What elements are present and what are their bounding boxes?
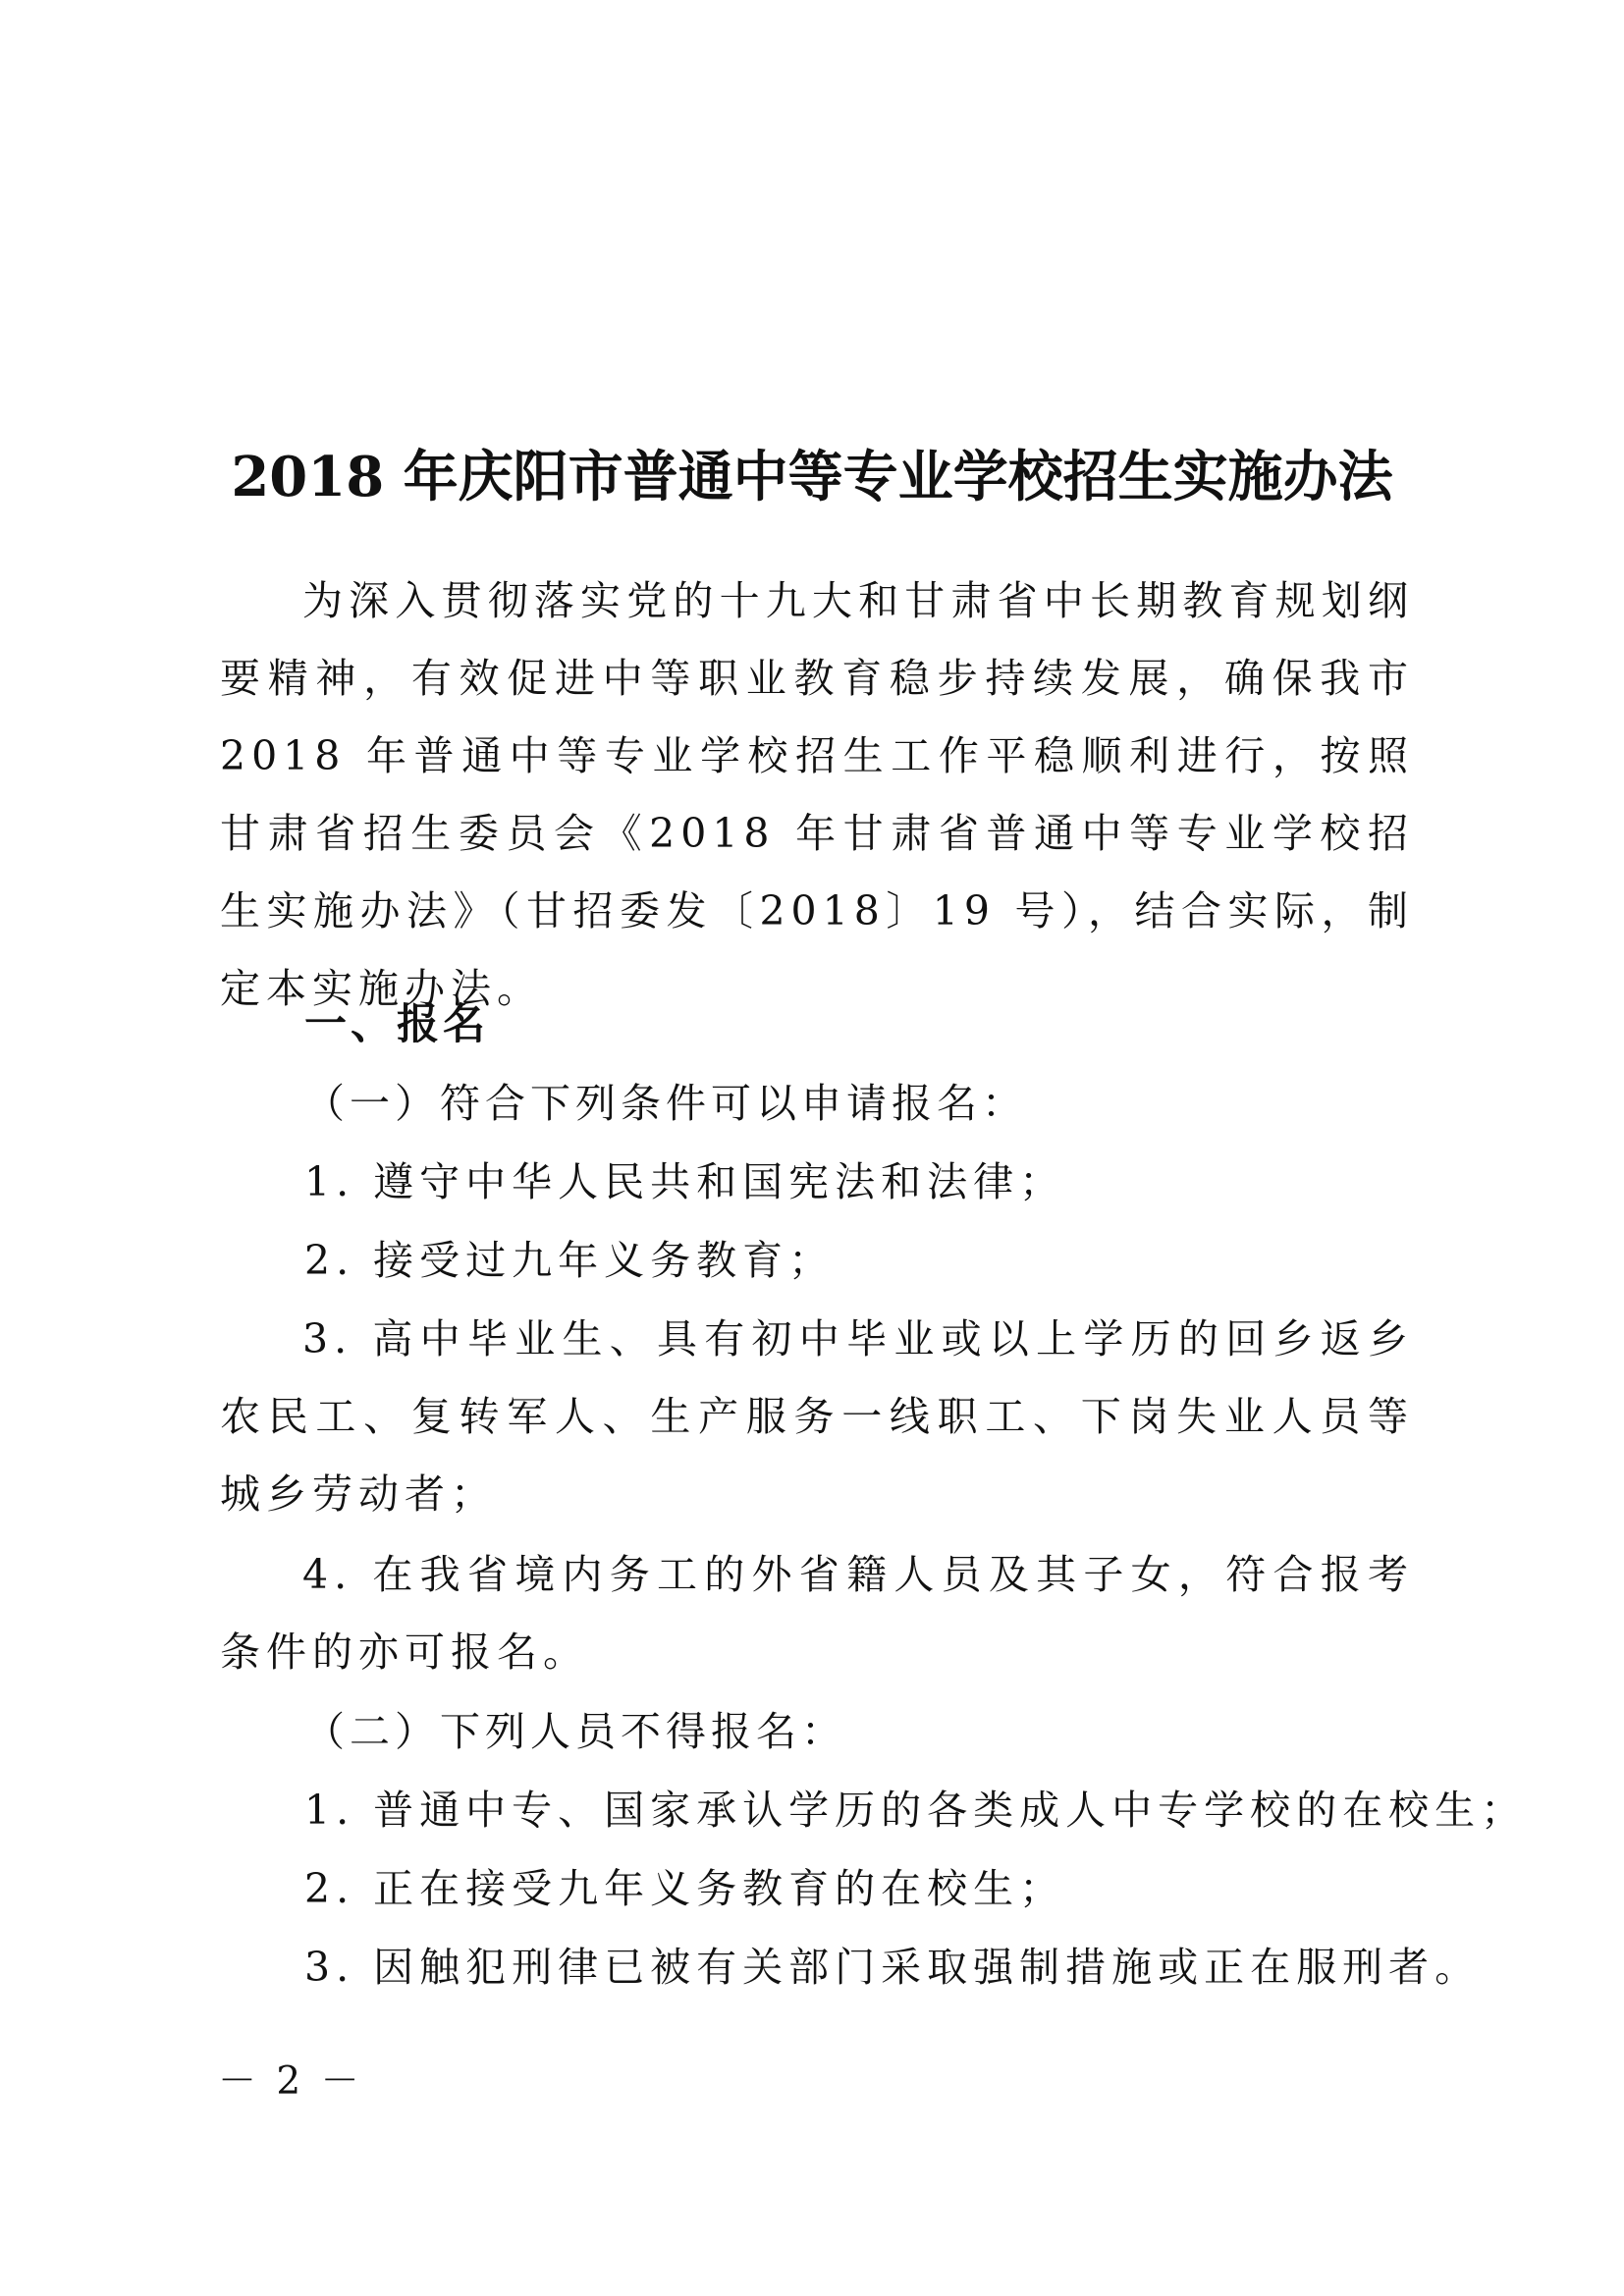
intro-section [220,562,1414,1028]
section-heading-registration: 一、报名 [304,1000,489,1049]
ineligible-item-1: 1. 普通中专、国家承认学历的各类成人中专学校的在校生； [304,1787,1528,1834]
eligible-item-4: 4. 在我省境内务工的外省籍人员及其子女，符合报考条件的亦可报名。 [220,1551,1414,1676]
eligible-item-1: 1. 遵守中华人民共和国宪法和法律； [304,1158,1066,1205]
page-number: － 2 － [218,2059,363,2104]
subsection-heading-eligible: （一）符合下列条件可以申请报名： [304,1080,1027,1127]
document-title: 2018 年庆阳市普通中等专业学校招生实施办法 [231,444,1393,509]
subsection-heading-ineligible: （二）下列人员不得报名： [304,1708,846,1755]
eligible-item-3-block [220,1301,1414,1533]
ineligible-item-3: 3. 因触犯刑律已被有关部门采取强制措施或正在服刑者。 [304,1944,1482,1991]
eligible-item-4-block [220,1536,1414,1691]
ineligible-item-2: 2. 正在接受九年义务教育的在校生； [304,1865,1066,1912]
intro-paragraph: 为深入贯彻落实党的十九大和甘肃省中长期教育规划纲要精神，有效促进中等职业教育稳步持续发展，确保我市 2018 年普通中等专业学校招生工作平稳顺利进行，按照甘肃省招生委员会《2018 年甘肃省普通中等专业学校招生实施办法》（甘招委发〔2018〕19 号），结合实际，制定本实施办法。 [220,577,1414,1012]
eligible-item-3: 3. 高中毕业生、具有初中毕业或以上学历的回乡返乡农民工、复转军人、生产服务一线职工、下岗失业人员等城乡劳动者； [220,1315,1414,1518]
eligible-item-2: 2. 接受过九年义务教育； [304,1237,836,1284]
